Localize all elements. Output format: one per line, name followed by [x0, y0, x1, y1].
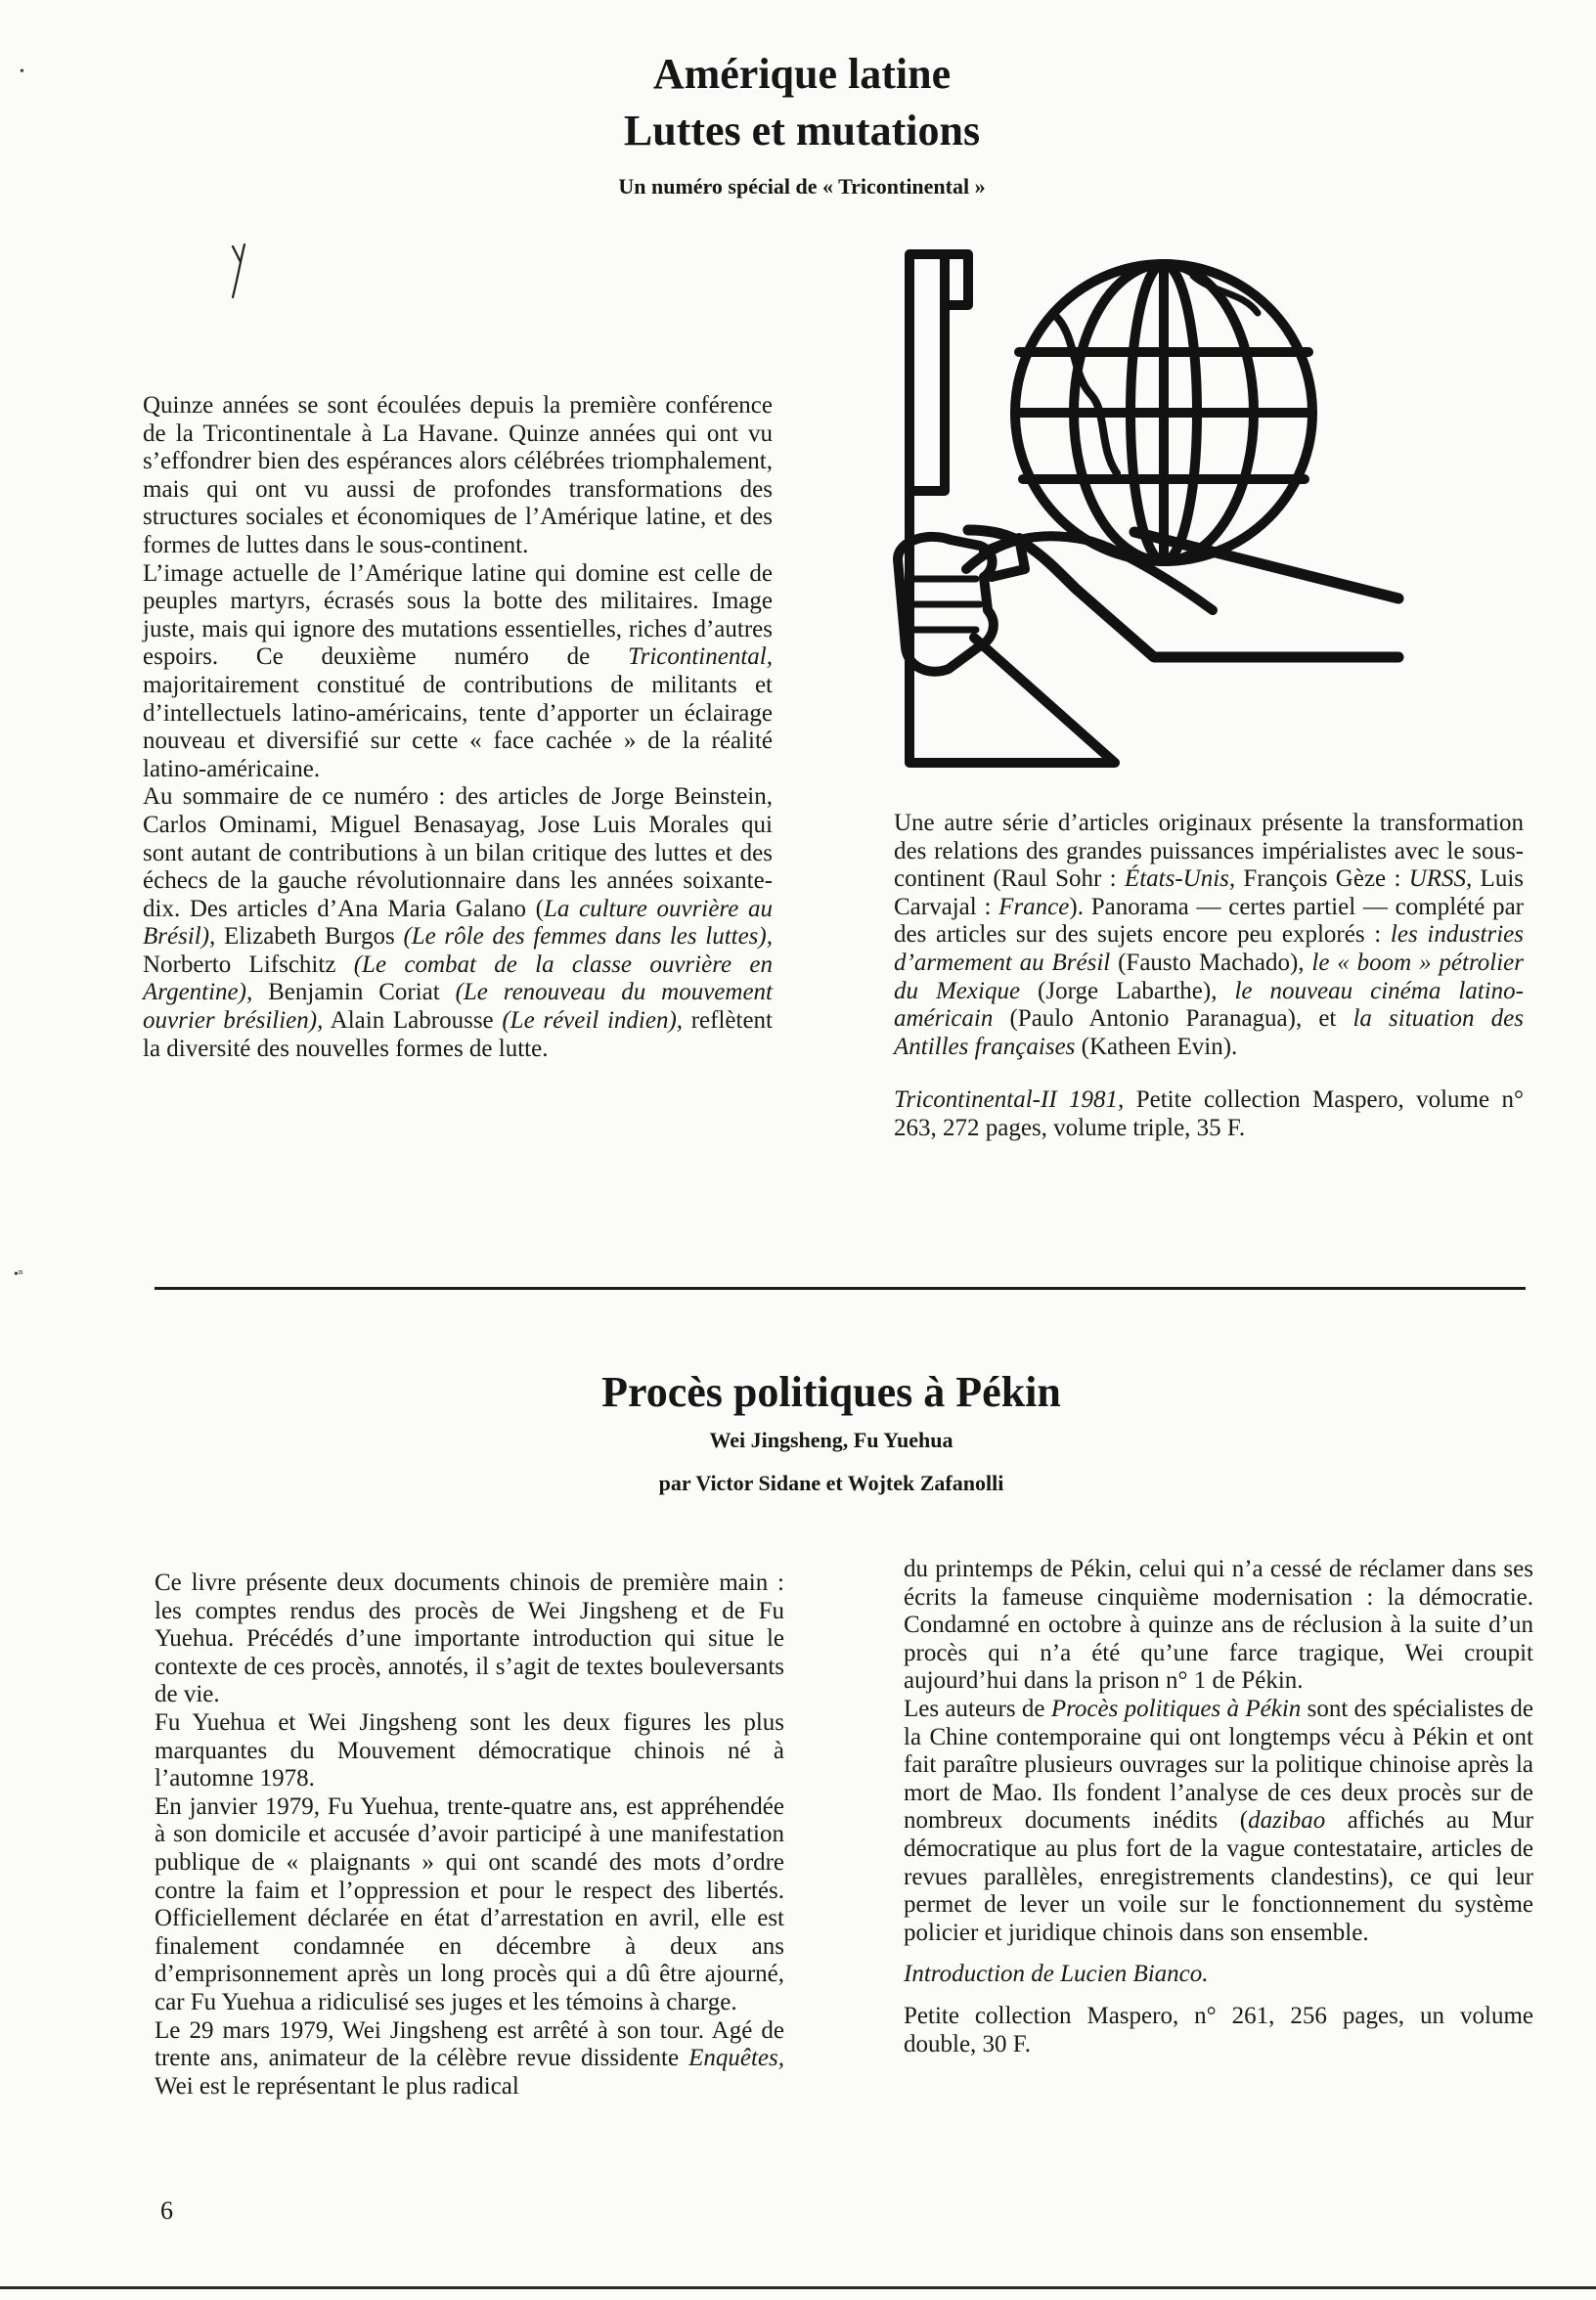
article2-right-paragraph: du printemps de Pékin, celui qui n’a cessé de réclamer dans ses écrits la fameuse cinquième modernisation : la démocratie. Condamné en octobre à quinze ans de réclusion à la suite d’un procès qui n’a été qu’une farce tragique, Wei croupit aujourd’hui dans la prison n° 1 de Pékin.	[904, 1556, 1533, 1695]
article2-introduction-credit: Introduction de Lucien Bianco.	[904, 1961, 1209, 1988]
margin-speck: •	[20, 65, 24, 79]
page-bottom-edge	[0, 2286, 1596, 2289]
handwritten-check-mark	[227, 241, 266, 305]
article2-left-paragraph: Le 29 mars 1979, Wei Jingsheng est arrêté à son tour. Agé de trente ans, animateur de la célèbre revue dissidente Enquêtes, Wei est le représentant le plus radical	[155, 2016, 784, 2100]
section-divider	[155, 1287, 1526, 1290]
article1-right-paragraph: Une autre série d’articles originaux présente la transformation des relations des grandes puissances impérialistes avec le sous-continent (Raul Sohr : États-Unis, François Gèze : URSS, Luis Carvajal : France). Panorama — certes partiel — complété par des articles sur des sujets encore peu explorés : les industries d’armement au Brésil (Fausto Machado), le « boom » pétrolier du Mexique (Jorge Labarthe), le nouveau cinéma latino-américain (Paulo Antonio Paranagua), et la situation des Antilles françaises (Katheen Evin).	[894, 810, 1525, 1060]
article2-left-paragraph: Fu Yuehua et Wei Jingsheng sont les deux figures les plus marquantes du Mouvement démocratique chinois né à l’automne 1978.	[155, 1708, 784, 1792]
article2-publication-info: Petite collection Maspero, n° 261, 256 pages, un volume double, 30 F.	[904, 2002, 1533, 2057]
article1-title-line1: Amérique latine	[652, 50, 952, 98]
article2-right-paragraph: Les auteurs de Procès politiques à Pékin sont des spécialistes de la Chine contemporaine qui ont longtemps vécu à Pékin et ont fait paraître plusieurs ouvrages sur la politique chinoise après la mort de Mao. Ils fondent l’analyse de ces deux procès sur de nombreux documents inédits (dazibao affichés au Mur démocratique au plus fort de la vague contestataire, articles de revues parallèles, enregistrements clandestins), ce qui leur permet de lever un voile sur le fonctionnement du système policier et juridique chinois dans son ensemble.	[904, 1695, 1534, 1946]
article1-left-paragraph: L’image actuelle de l’Amérique latine qui domine est celle de peuples martyrs, écrasés sous la botte des militaires. Image juste, mais qui ignore des mutations essentielles, riches d’autres espoirs. Ce deuxième numéro de Tricontinental, majoritairement constitué de contributions de militants et d’intellectuels latino-américains, tente d’apporter un éclairage nouveau et diversifié sur cette « face cachée » de la réalité latino-américaine.	[143, 559, 773, 782]
article2-left-paragraph: Ce livre présente deux documents chinois de première main : les comptes rendus des procès de Wei Jingsheng et de Fu Yuehua. Précédés d’une importante introduction qui situe le contexte de ces procès, annotés, il s’agit de textes bouleversants de vie.	[155, 1570, 784, 1708]
article2-left-paragraph: En janvier 1979, Fu Yuehua, trente-quatre ans, est appréhendée à son domicile et accusée d’avoir participé à une manifestation publique de « plaignants » qui ont scandé des mots d’ordre contre la faim et l’oppression et pour le respect des libertés. Officiellement déclarée en état d’arrestation en avril, elle est finalement condamnée en décembre à deux ans d’emprisonnement après un long procès qui a dû être ajourné, car Fu Yuehua a ridiculisé ses juges et les témoins à charge.	[155, 1792, 784, 2015]
article1-right-column	[894, 810, 1524, 1143]
margin-speck: •ⁿ	[14, 1267, 23, 1282]
rifle-globe-illustration	[890, 246, 1418, 786]
article1-left-paragraph: Au sommaire de ce numéro : des articles de Jorge Beinstein, Carlos Ominami, Miguel Benasayag, Jose Luis Morales qui sont autant de contributions à un bilan critique des luttes et des échecs de la gauche révolutionnaire dans les années soixante-dix. Des articles d’Ana Maria Galano (La culture ouvrière au Brésil), Elizabeth Burgos (Le rôle des femmes dans les luttes), Norberto Lifschitz (Le combat de la classe ouvrière en Argentine), Benjamin Coriat (Le renouveau du mouvement ouvrier brésilien), Alain Labrousse (Le réveil indien), reflètent la diversité des nouvelles formes de lutte.	[143, 783, 773, 1062]
article2-left-column	[155, 1570, 784, 2101]
article2-right-column	[904, 1556, 1533, 2058]
article1-citation: Tricontinental-II 1981, Petite collection Maspero, volume n° 263, 272 pages, volume triple, 35 F.	[894, 1086, 1524, 1141]
article1-subtitle: Un numéro spécial de « Tricontinental »	[618, 174, 986, 199]
article2-title: Procès politiques à Pékin	[601, 1368, 1061, 1416]
article1-left-column	[143, 392, 773, 1063]
article2-byline: par Victor Sidane et Wojtek Zafanolli	[658, 1471, 1004, 1495]
article1-left-paragraph: Quinze années se sont écoulées depuis la première conférence de la Tricontinentale à La Havane. Quinze années qui ont vu s’effondrer bien des espérances alors célébrées triomphalement, mais qui ont vu aussi de profondes transformations des structures sociales et économiques de l’Amérique latine, et des formes de luttes dans le sous-continent.	[143, 392, 773, 558]
page-number: 6	[160, 2196, 173, 2225]
article1-title-line2: Luttes et mutations	[623, 107, 981, 155]
article2-subtitle: Wei Jingsheng, Fu Yuehua	[709, 1428, 953, 1452]
